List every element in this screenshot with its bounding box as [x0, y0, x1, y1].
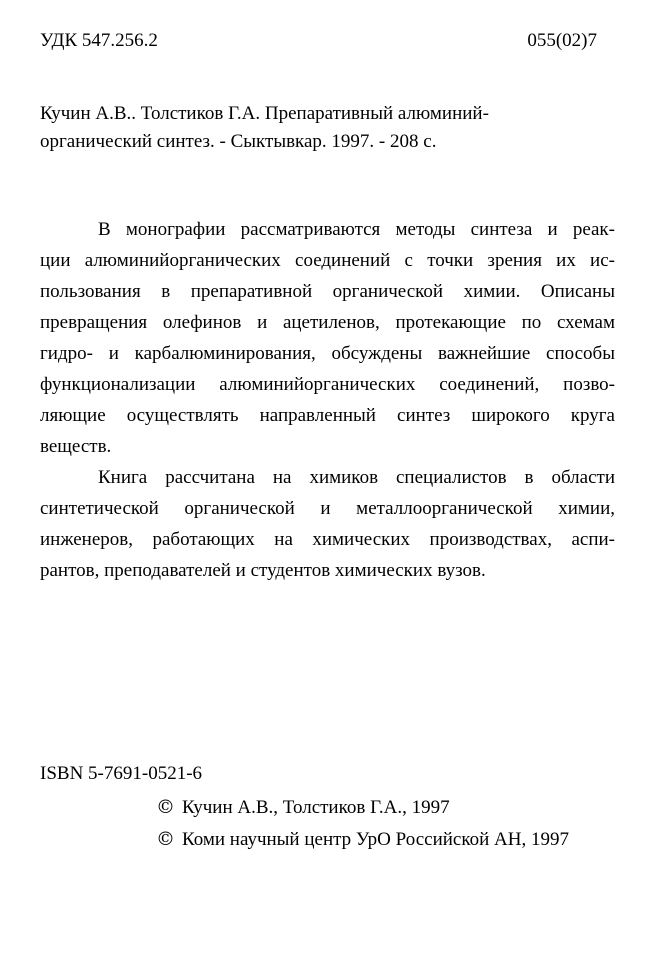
abstract-line: рантов, преподавателей и студентов химических вузов.: [40, 560, 486, 581]
abstract-line: синтетической органической и металлоорганической химии,: [40, 498, 615, 519]
abstract-line: В монографии рассматриваются методы синтеза и реак-: [98, 219, 615, 240]
abstract-line: ции алюминийорганических соединений с точки зрения их ис-: [40, 250, 615, 271]
abstract-line: веществ.: [40, 436, 112, 457]
abstract-line: ляющие осуществлять направленный синтез широкого круга: [40, 405, 615, 426]
copyright-icon: ©: [156, 796, 175, 818]
bbk-code: 055(02)7: [527, 30, 597, 51]
bibliographic-line: Кучин А.В.. Толстиков Г.А. Препаративный алюминий-: [40, 103, 489, 124]
abstract-line: функционализации алюминийорганических соединений, позво-: [40, 374, 615, 395]
abstract-line: Книга рассчитана на химиков специалистов в области: [98, 467, 615, 488]
abstract-paragraph-1: [40, 214, 615, 462]
copyright-text: Коми научный центр УрО Российской АН, 1997: [182, 829, 569, 850]
abstract-line: гидро- и карбалюминирования, обсуждены важнейшие способы: [40, 343, 615, 364]
isbn: ISBN 5-7691-0521-6: [40, 763, 203, 784]
copyright-text: Кучин А.В., Толстиков Г.А., 1997: [182, 797, 450, 818]
udk-code: УДК 547.256.2: [40, 30, 158, 51]
copyright-line: [156, 796, 450, 819]
bibliographic-line: органический синтез. - Сыктывкар. 1997. - 208 с.: [40, 131, 437, 152]
abstract: [40, 214, 615, 586]
abstract-line: пользования в препаративной органической химии. Описаны: [40, 281, 615, 302]
abstract-paragraph-2: [40, 462, 615, 586]
copyright-line: [156, 828, 569, 851]
abstract-line: превращения олефинов и ацетиленов, протекающие по схемам: [40, 312, 615, 333]
copyright-icon: ©: [156, 828, 175, 850]
abstract-line: инженеров, работающих на химических производствах, аспи-: [40, 529, 615, 550]
bibliographic-record: [40, 100, 615, 156]
